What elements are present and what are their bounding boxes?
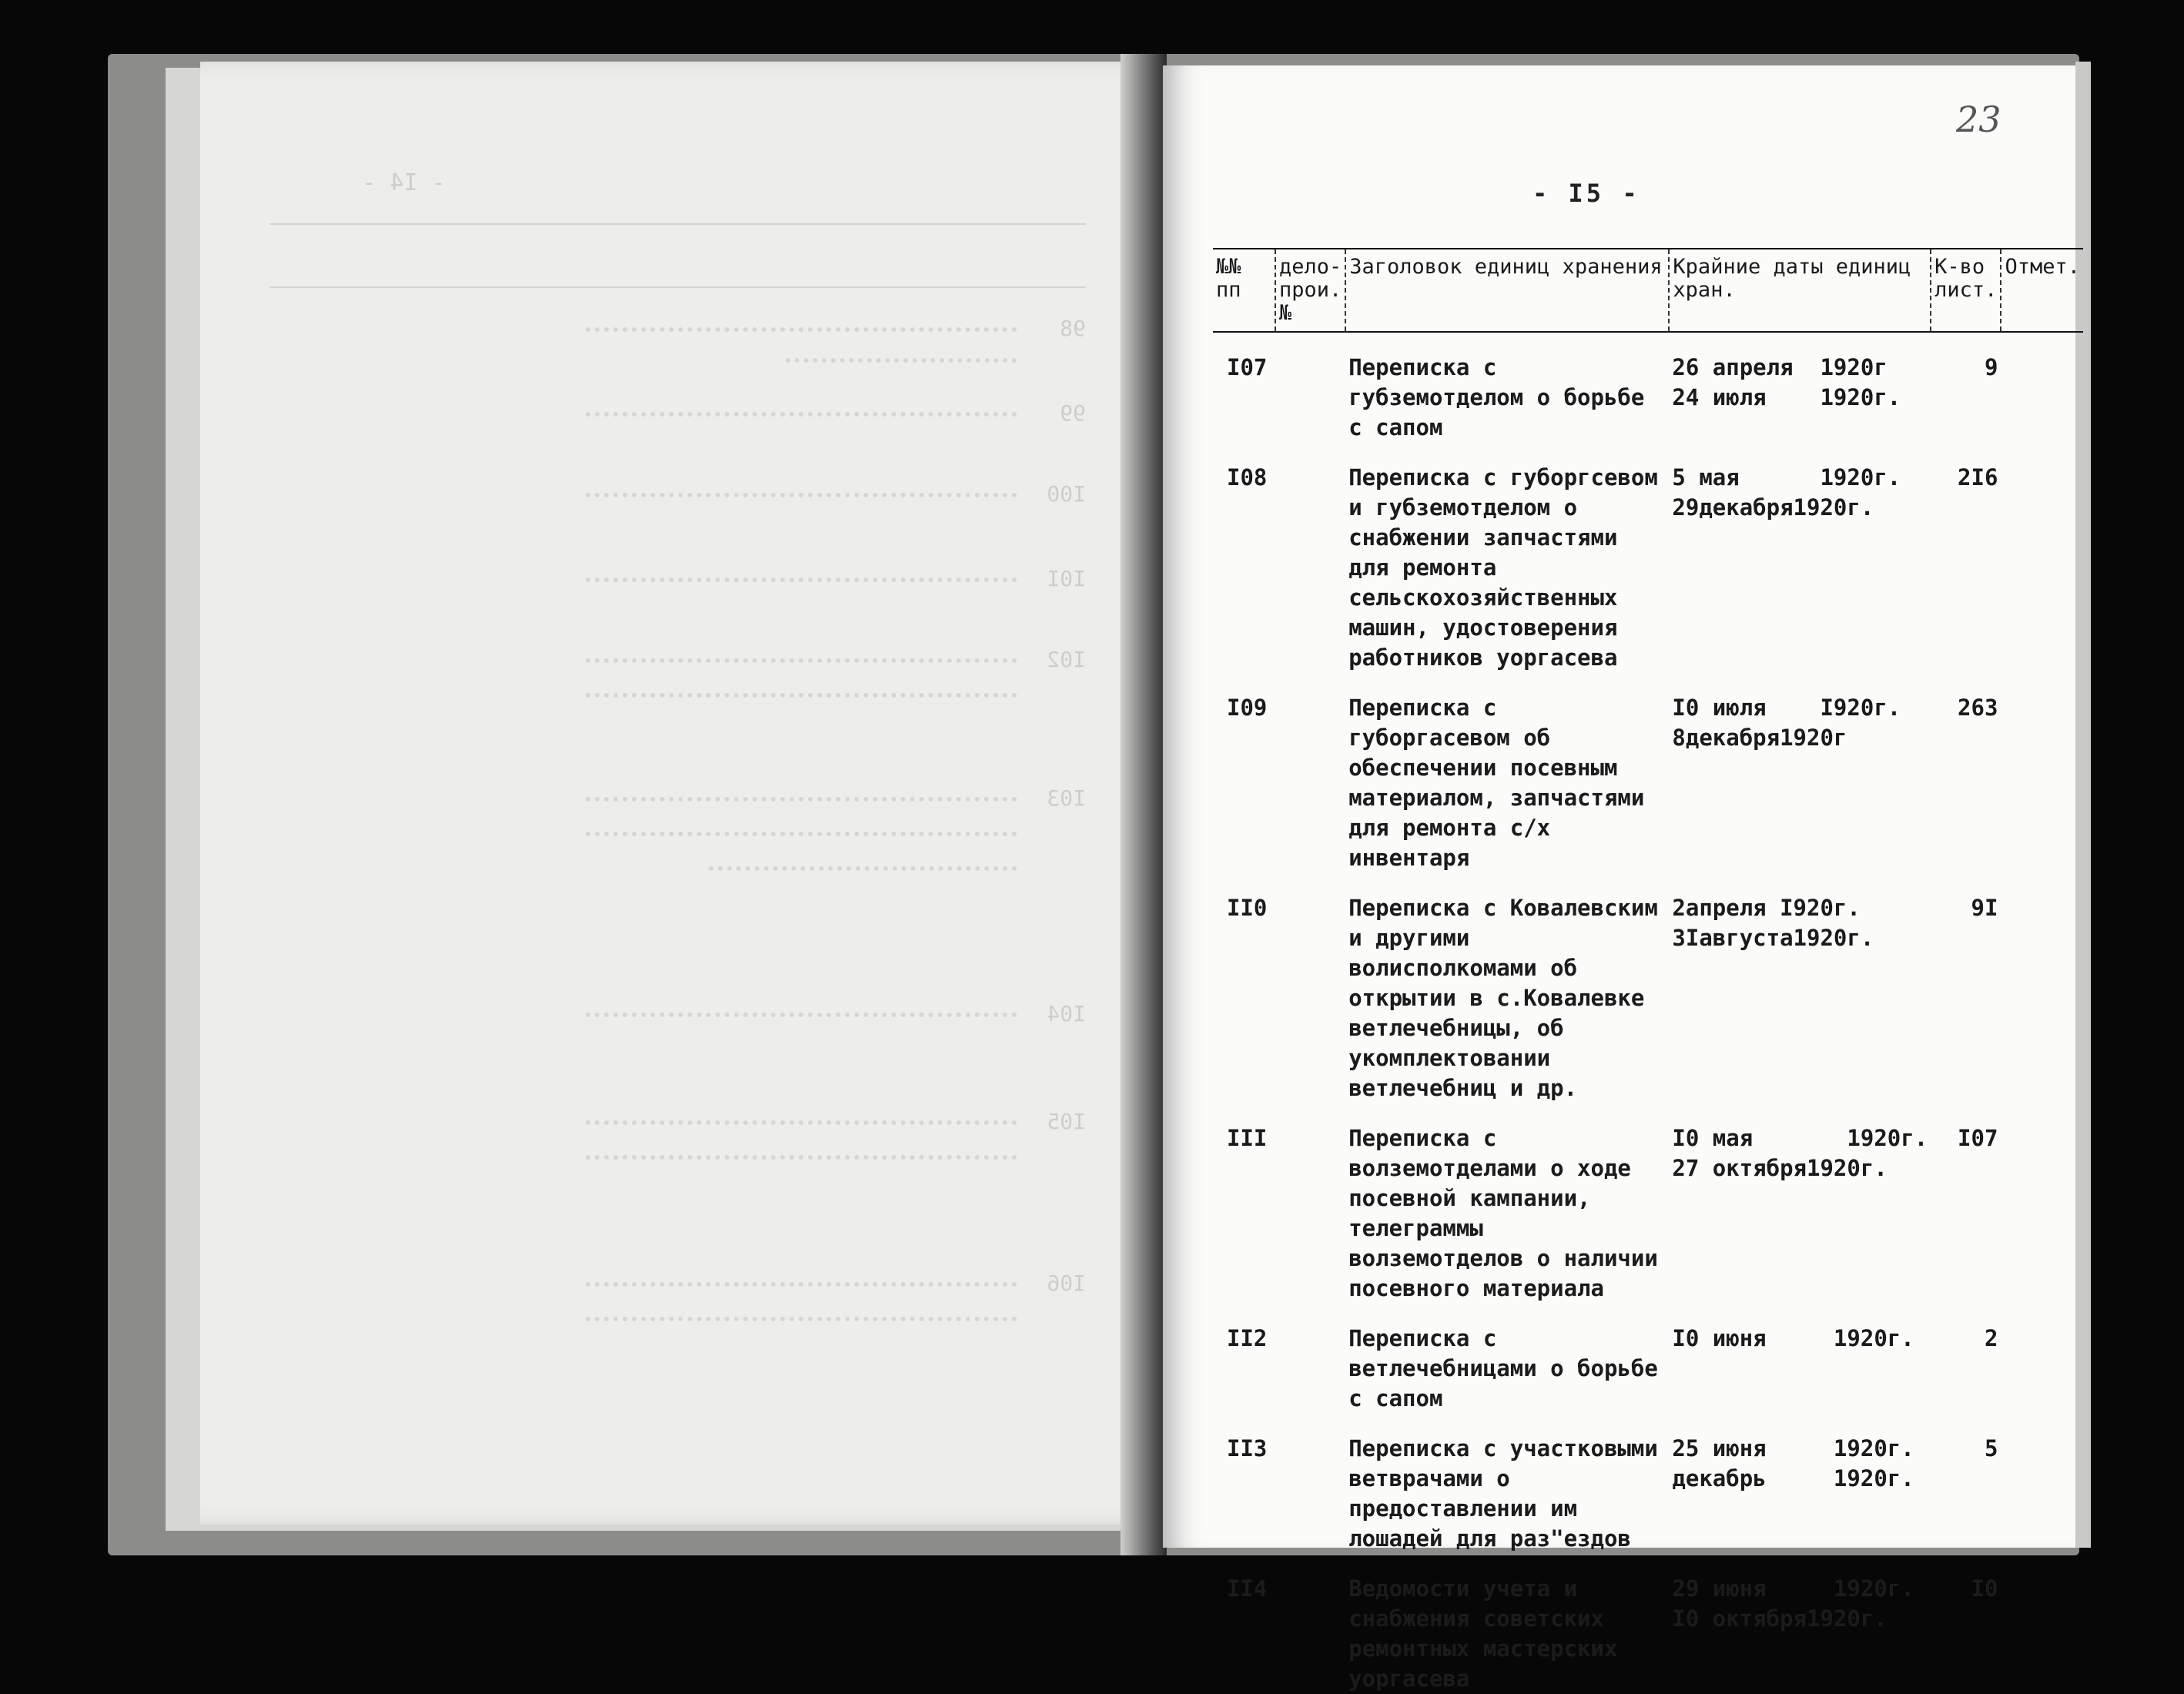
cell-dates bbox=[1669, 1324, 1931, 1414]
date-line: 2апреля I920г. bbox=[1672, 895, 1861, 921]
row-spacer bbox=[1213, 1304, 2083, 1324]
header-mark: Отмет. bbox=[2001, 249, 2083, 332]
table-row bbox=[1213, 1574, 2083, 1694]
date-line: 25 июня 1920г. bbox=[1672, 1435, 1914, 1461]
cell-mark bbox=[2001, 1123, 2083, 1304]
cell-mark bbox=[2001, 1324, 2083, 1414]
cell-title: Переписка с волземотделами о ходе посевной кампании, телеграммы волземотделов о наличии посевного материала bbox=[1348, 1125, 1658, 1301]
cell-delo bbox=[1275, 1324, 1345, 1414]
cell-no: III bbox=[1227, 1125, 1268, 1151]
cell-delo bbox=[1275, 1434, 1345, 1554]
cell-no: I07 bbox=[1227, 354, 1268, 380]
cell-mark bbox=[2001, 1434, 2083, 1554]
cell-dates bbox=[1669, 1574, 1931, 1694]
header-delo: дело- прои. № bbox=[1275, 249, 1345, 332]
table-row bbox=[1213, 1324, 2083, 1414]
cell-mark bbox=[2001, 463, 2083, 673]
cell-count: 9 bbox=[1984, 354, 1998, 380]
cell-count: I07 bbox=[1958, 1125, 1998, 1151]
page-number: - I5 - bbox=[1532, 179, 1640, 208]
cell-count: 5 bbox=[1984, 1435, 1998, 1461]
cell-delo bbox=[1275, 693, 1345, 873]
cell-count: 9I bbox=[1971, 895, 1998, 921]
cell-no: II2 bbox=[1227, 1325, 1268, 1351]
cell-title: Переписка с Ковалевским и другими волисполкомами об открытии в с.Ковалевке ветлечебницы, об укомплектовании ветлечебниц и др. bbox=[1348, 895, 1658, 1101]
date-line: 8декабря1920г bbox=[1672, 725, 1847, 751]
cell-dates bbox=[1669, 693, 1931, 873]
row-spacer bbox=[1213, 673, 2083, 693]
table-header-row bbox=[1213, 249, 2083, 332]
cell-mark bbox=[2001, 693, 2083, 873]
row-spacer bbox=[1213, 1414, 2083, 1434]
cell-delo bbox=[1275, 1574, 1345, 1694]
cell-dates bbox=[1669, 353, 1931, 443]
archive-sheet-number: 23 bbox=[1956, 99, 2001, 140]
header-title: Заголовок единиц хранения bbox=[1345, 249, 1669, 332]
cell-no: I09 bbox=[1227, 695, 1268, 721]
cell-delo bbox=[1275, 893, 1345, 1103]
header-count: К-во лист. bbox=[1931, 249, 2001, 332]
date-line: 24 июля 1920г. bbox=[1672, 384, 1901, 410]
inventory-table bbox=[1213, 248, 2083, 1694]
cell-title: Ведомости учета и снабжения советских ремонтных мастерских уоргасева bbox=[1348, 1575, 1618, 1692]
date-line: декабрь 1920г. bbox=[1672, 1465, 1914, 1491]
cell-title: Переписка с губоргасевом об обеспечении посевным материалом, запчастями для ремонта с/х инвентаря bbox=[1348, 695, 1645, 871]
row-spacer bbox=[1213, 1103, 2083, 1123]
date-line: I0 октября1920г. bbox=[1672, 1605, 1888, 1632]
left-page-header bbox=[270, 223, 1086, 288]
row-spacer bbox=[1213, 332, 2083, 353]
cell-delo bbox=[1275, 353, 1345, 443]
table-row bbox=[1213, 1123, 2083, 1304]
cell-title: Переписка с участковыми ветврачами о предоставлении им лошадей для раз"ездов bbox=[1348, 1435, 1658, 1552]
row-spacer bbox=[1213, 1554, 2083, 1574]
cell-title: Переписка с губоргсевом и губземотделом о снабжении запчастями для ремонта сельскохозяйственных машин, удостоверения работников уоргасева bbox=[1348, 464, 1658, 671]
date-line: 27 октября1920г. bbox=[1672, 1155, 1888, 1181]
table-row bbox=[1213, 893, 2083, 1103]
cell-mark bbox=[2001, 1574, 2083, 1694]
cell-count: 2 bbox=[1984, 1325, 1998, 1351]
header-no: №№ пп bbox=[1213, 249, 1275, 332]
table-row bbox=[1213, 693, 2083, 873]
table-row bbox=[1213, 353, 2083, 443]
cell-no: II0 bbox=[1227, 895, 1268, 921]
date-line: 3Iавгуста1920г. bbox=[1672, 925, 1874, 951]
cell-title: Переписка с ветлечебницами о борьбе с сапом bbox=[1348, 1325, 1658, 1411]
left-page-number: - I4 - bbox=[362, 169, 446, 196]
date-line: I0 июня 1920г. bbox=[1672, 1325, 1914, 1351]
cell-mark bbox=[2001, 893, 2083, 1103]
cell-dates bbox=[1669, 1434, 1931, 1554]
cell-mark bbox=[2001, 353, 2083, 443]
cell-count: 2I6 bbox=[1958, 464, 1998, 490]
left-page-bleedthrough: - I4 - 98 99 I00 I0I I02 I03 I04 I05 I06 bbox=[223, 154, 1132, 1417]
date-line: 29декабря1920г. bbox=[1672, 494, 1874, 521]
cell-count: 263 bbox=[1958, 695, 1998, 721]
date-line: 26 апреля 1920г bbox=[1672, 354, 1888, 380]
row-spacer bbox=[1213, 873, 2083, 893]
cell-no: II3 bbox=[1227, 1435, 1268, 1461]
cell-delo bbox=[1275, 463, 1345, 673]
table-row bbox=[1213, 463, 2083, 673]
date-line: 5 мая 1920г. bbox=[1672, 464, 1901, 490]
cell-no: II4 bbox=[1227, 1575, 1268, 1602]
cell-dates bbox=[1669, 893, 1931, 1103]
date-line: I0 июля I920г. bbox=[1672, 695, 1901, 721]
cell-no: I08 bbox=[1227, 464, 1268, 490]
cell-delo bbox=[1275, 1123, 1345, 1304]
row-spacer bbox=[1213, 443, 2083, 463]
table-row bbox=[1213, 1434, 2083, 1554]
cell-dates bbox=[1669, 1123, 1931, 1304]
cell-count: I0 bbox=[1971, 1575, 1998, 1602]
header-dates: Крайние даты единиц хран. bbox=[1669, 249, 1931, 332]
date-line: 29 июня 1920г. bbox=[1672, 1575, 1914, 1602]
cell-title: Переписка с губземотделом о борьбе с сапом bbox=[1348, 354, 1645, 440]
date-line: I0 мая 1920г. bbox=[1672, 1125, 1928, 1151]
cell-dates bbox=[1669, 463, 1931, 673]
